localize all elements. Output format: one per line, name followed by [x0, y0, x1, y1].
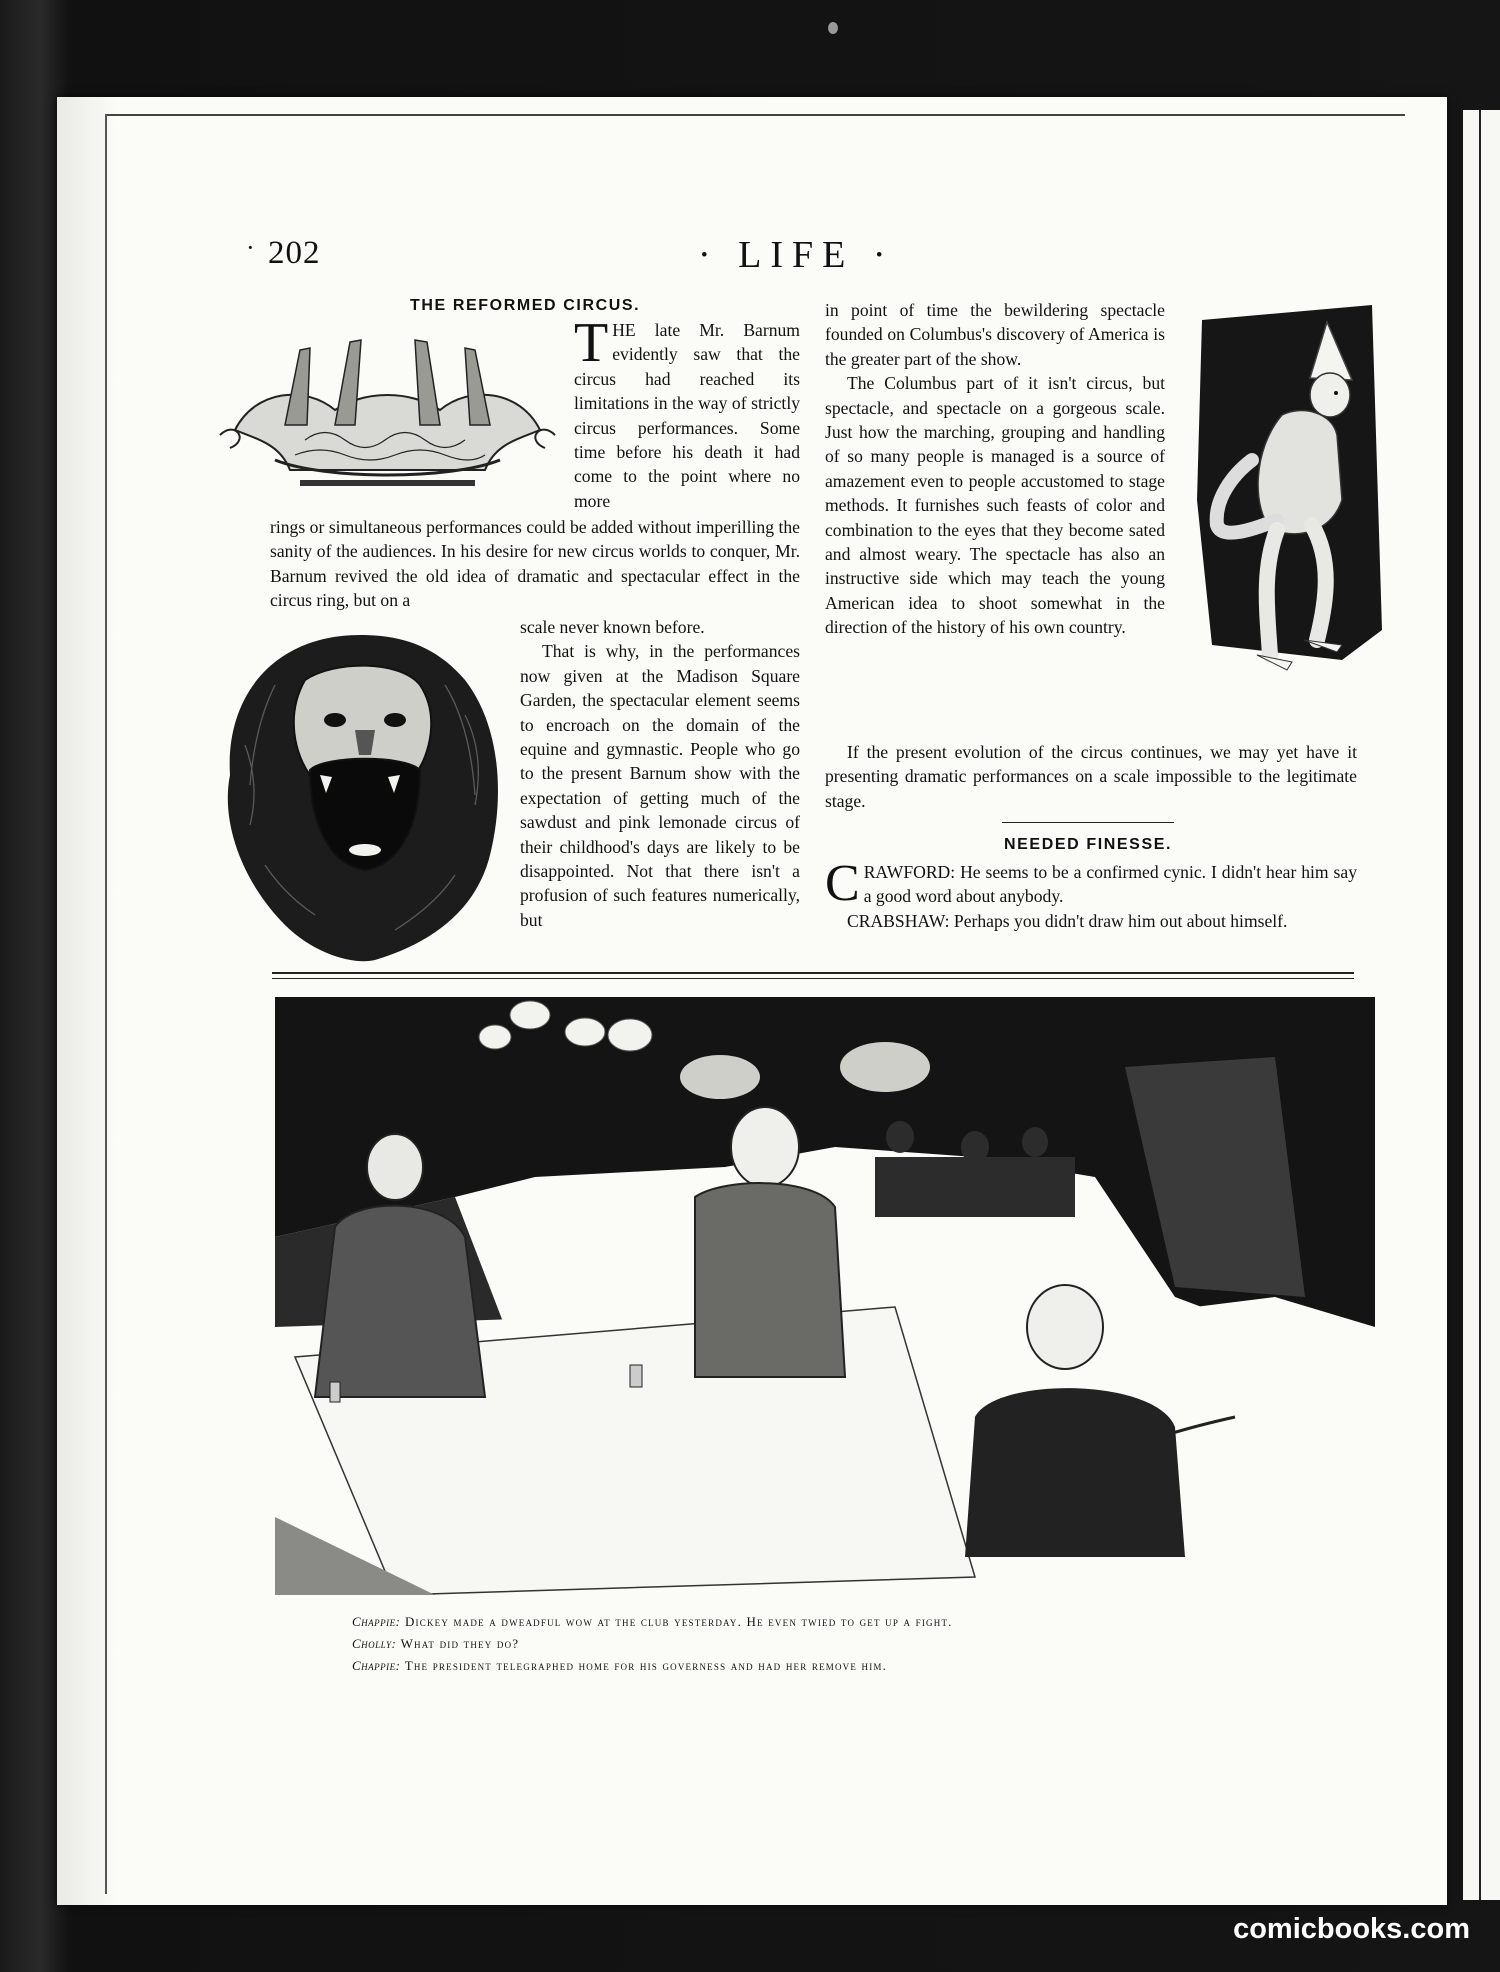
caption-speaker-1: Chappie:	[352, 1614, 401, 1629]
caption-speaker-3: Chappie:	[352, 1658, 401, 1673]
article1-paragraph4: The Columbus part of it isn't circus, but spectacle, and spectacle on a gorgeous scale. Just how the marching, grouping and handling of so many people is managed is a source of amazement even to people accustomed to stage methods. It furnishes such feasts of color and combination to the eyes that they become sated and almost weary. The spectacle has also an instructive side which may teach the young American idea to shoot somewhat in the direction of the history of his own country.	[825, 373, 1165, 638]
giraffe-ornament-illustration	[215, 330, 560, 495]
article1-right-column	[825, 298, 1165, 640]
magazine-title: · LIFE ·	[698, 234, 895, 276]
page-shadow	[57, 97, 117, 1905]
club-scene-illustration	[275, 997, 1375, 1595]
caption-line-1	[352, 1614, 953, 1630]
article2-heading-rule	[1002, 822, 1174, 823]
site-watermark: comicbooks.com	[1233, 1913, 1470, 1945]
dropcap-c: C	[825, 855, 860, 912]
left-rule	[105, 114, 107, 1894]
caption-text-3: The president telegraphed home for his governess and had her remove him.	[404, 1658, 888, 1673]
top-rule	[105, 114, 1405, 116]
article1-column-text	[520, 615, 800, 932]
binding-pin	[828, 22, 838, 34]
article1-paragraph2: That is why, in the performances now given at the Madison Square Garden, the spectacular element seems to encroach on the domain of the equine and gymnastic. People who go to the present Barnum show with the expectation of getting much of the sawdust and pink lemonade circus of their childhood's days are likely to be disappointed. Not that there isn't a profusion of such features numerically, but	[520, 641, 800, 930]
dropcap-t: T	[574, 312, 609, 374]
caption-speaker-2: Cholly:	[352, 1636, 397, 1651]
article2-crawford-line: RAWFORD: He seems to be a confirmed cynic. I didn't hear him say a good word about anybody.	[863, 862, 1357, 907]
article1-paragraph3: in point of time the bewildering spectacle founded on Columbus's discovery of America is the greater part of the show.	[825, 300, 1165, 369]
caption-text-2: What did they do?	[400, 1636, 520, 1651]
article1-paragraph1-lead: HE late Mr. Barnum evidently saw that the circus had reached its limitations in the way of strictly circus performances. Some time before his death it had come to the point where no more	[574, 320, 800, 511]
next-page-edge	[1463, 110, 1500, 1900]
caption-text-1: Dickey made a dweadful wow at the club yesterday. He even twied to get up a fight.	[404, 1614, 953, 1629]
section-rule-lower	[272, 978, 1354, 979]
lion-head-illustration	[215, 625, 507, 965]
caption-line-3	[352, 1658, 887, 1674]
article1-paragraph5: If the present evolution of the circus continues, we may yet have it presenting dramatic performances on a scale impossible to the legitimate stage.	[825, 742, 1357, 811]
article2-crabshaw-line: CRABSHAW: Perhaps you didn't draw him out about himself.	[847, 910, 1288, 931]
article1-closing	[825, 740, 1357, 813]
clown-illustration	[1192, 300, 1384, 698]
page-number: · 202	[268, 235, 321, 272]
caption-line-2	[352, 1636, 519, 1652]
section-rule-upper	[272, 972, 1354, 974]
article-heading-reformed-circus: THE REFORMED CIRCUS.	[410, 297, 641, 314]
article1-wide-text: rings or simultaneous performances could be added without imperilling the sanity of the audiences. In his desire for new circus worlds to conquer, Mr. Barnum revived the old idea of dramatic and spectacular effect in the circus ring, but on a	[270, 517, 800, 611]
article1-lead-column	[574, 312, 800, 513]
article2-text	[825, 855, 1357, 933]
article-heading-needed-finesse: NEEDED FINESSE.	[1004, 836, 1173, 853]
article1-paragraph1-end: scale never known before.	[520, 617, 705, 637]
